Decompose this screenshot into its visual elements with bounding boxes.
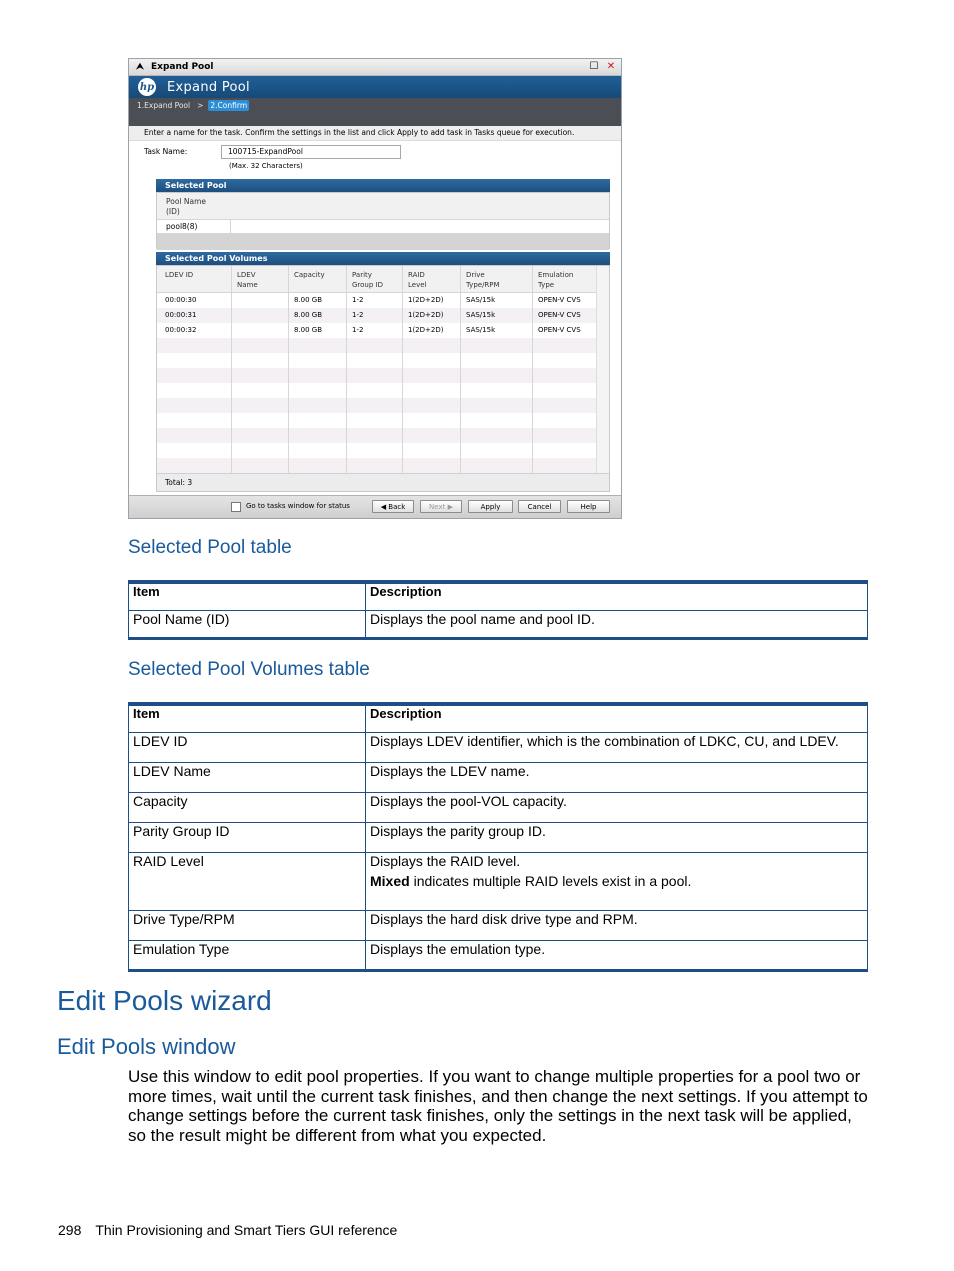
collapse-icon[interactable]: ⮝ <box>136 62 144 72</box>
description-cell <box>366 852 868 910</box>
table-row <box>157 443 609 458</box>
table-row <box>157 353 609 368</box>
table-row[interactable] <box>157 323 609 338</box>
description-cell: Displays LDEV identifier, which is the combination of LDKC, CU, and LDEV. <box>366 732 868 762</box>
volume-cell: 00:00:31 <box>165 311 197 319</box>
mixed-keyword: Mixed <box>370 872 410 889</box>
raid-mixed-note <box>370 873 863 889</box>
description-header: Description <box>366 704 868 732</box>
table-row <box>129 910 868 940</box>
table-row <box>129 610 868 638</box>
help-button[interactable]: Help <box>567 500 610 513</box>
description-header: Description <box>366 582 868 610</box>
volume-cell: 1-2 <box>352 326 364 334</box>
volume-cell: SAS/15k <box>466 326 496 334</box>
apply-button[interactable]: Apply <box>468 500 513 513</box>
selected-pool-volumes-table <box>128 702 868 972</box>
step-separator: > <box>197 101 204 110</box>
volume-cell: 8.00 GB <box>294 296 323 304</box>
description-cell: Displays the emulation type. <box>366 940 868 970</box>
page-number: 298 <box>58 1222 82 1238</box>
window-banner <box>129 76 621 98</box>
description-cell: Displays the pool-VOL capacity. <box>366 792 868 822</box>
description-cell: Displays the LDEV name. <box>366 762 868 792</box>
volumes-header-line: Group ID <box>352 281 383 289</box>
table-row <box>129 940 868 970</box>
volume-cell: 1(2D+2D) <box>408 311 444 319</box>
volumes-header-1[interactable] <box>237 270 258 290</box>
mixed-note-text: indicates multiple RAID levels exist in a pool. <box>409 872 692 889</box>
item-cell: Emulation Type <box>129 940 366 970</box>
window-title: Expand Pool <box>151 62 214 72</box>
volumes-header-2[interactable] <box>294 270 325 280</box>
selected-pool-volumes-heading: Selected Pool Volumes <box>156 252 610 265</box>
volumes-header-line: LDEV <box>237 271 256 279</box>
table-row[interactable] <box>157 308 609 323</box>
volume-cell: OPEN-V CVS <box>538 296 581 304</box>
pool-name-header-line2: (ID) <box>166 207 180 216</box>
task-name-label: Task Name: <box>144 147 188 156</box>
next-button[interactable]: Next ▶ <box>420 500 462 513</box>
volume-cell: 1(2D+2D) <box>408 326 444 334</box>
table-row <box>157 383 609 398</box>
volume-cell: 1(2D+2D) <box>408 296 444 304</box>
volume-cell: 1-2 <box>352 296 364 304</box>
window-footer-bar <box>129 495 621 518</box>
pool-column-header[interactable] <box>157 193 609 220</box>
selected-pool-heading: Selected Pool <box>156 179 610 192</box>
volumes-column-header <box>157 266 609 293</box>
table-row <box>157 368 609 383</box>
table-row <box>157 398 609 413</box>
expand-pool-screenshot <box>128 58 622 519</box>
volumes-header-line: Capacity <box>294 271 325 279</box>
footer-text: Thin Provisioning and Smart Tiers GUI reference <box>95 1222 398 1238</box>
page-footer <box>58 1222 397 1238</box>
item-cell: LDEV Name <box>129 762 366 792</box>
banner-title: Expand Pool <box>167 79 250 95</box>
volume-cell: SAS/15k <box>466 296 496 304</box>
selected-pool-table-heading: Selected Pool table <box>128 537 292 558</box>
go-to-tasks-checkbox[interactable] <box>231 502 241 512</box>
description-cell: Displays the pool name and pool ID. <box>366 610 868 638</box>
back-button[interactable]: ◀ Back <box>372 500 414 513</box>
volumes-header-line: Parity <box>352 271 372 279</box>
table-row <box>129 732 868 762</box>
step-confirm[interactable]: 2.Confirm <box>210 101 248 110</box>
volumes-header-line: RAID <box>408 271 425 279</box>
cancel-button[interactable]: Cancel <box>518 500 561 513</box>
item-cell: Parity Group ID <box>129 822 366 852</box>
column-divider <box>288 266 289 474</box>
item-cell: Capacity <box>129 792 366 822</box>
volume-cell: OPEN-V CVS <box>538 311 581 319</box>
table-row <box>157 458 609 473</box>
volumes-header-0[interactable] <box>165 270 193 280</box>
body-paragraph: Use this window to edit pool properties. If you want to change multiple properties for a pool two or more times, wait until the current task finishes, and then change the next settings. If you attempt to change settings before the current task finishes, only the settings in the next task will be applied, so the result might be different from what you expected. <box>128 1067 868 1145</box>
volumes-header-6[interactable] <box>538 270 573 290</box>
table-row <box>129 792 868 822</box>
task-name-input[interactable]: 100715-ExpandPool <box>221 145 401 159</box>
column-divider <box>532 266 533 474</box>
section-title: Edit Pools wizard <box>57 985 272 1016</box>
volume-cell: 00:00:30 <box>165 296 197 304</box>
column-divider <box>231 266 232 474</box>
volumes-header-line: Emulation <box>538 271 574 279</box>
hp-logo-icon: hp <box>138 78 156 96</box>
task-name-row <box>129 143 621 175</box>
table-row <box>157 413 609 428</box>
selected-pool-table <box>128 580 868 640</box>
step-expand-pool[interactable]: 1.Expand Pool <box>137 101 191 110</box>
volume-cell: 8.00 GB <box>294 326 323 334</box>
item-header: Item <box>129 704 366 732</box>
table-row <box>129 852 868 910</box>
volumes-header-line: Level <box>408 281 427 289</box>
instruction-text: Enter a name for the task. Confirm the settings in the list and click Apply to add task in Tasks queue for execution. <box>129 126 621 141</box>
close-icon[interactable]: ✕ <box>606 61 616 72</box>
volume-cell: 00:00:32 <box>165 326 197 334</box>
volume-cell: 8.00 GB <box>294 311 323 319</box>
table-row[interactable]: pool8(8) <box>157 220 609 234</box>
subsection-title: Edit Pools window <box>57 1034 236 1059</box>
selected-pool-volumes-table-heading: Selected Pool Volumes table <box>128 659 370 680</box>
table-row <box>129 822 868 852</box>
wizard-steps <box>129 98 621 126</box>
table-row[interactable] <box>157 293 609 308</box>
selected-pool-grid <box>156 192 610 249</box>
raid-description: Displays the RAID level. <box>370 852 521 869</box>
volume-cell: SAS/15k <box>466 311 496 319</box>
item-cell: Drive Type/RPM <box>129 910 366 940</box>
task-name-hint: (Max. 32 Characters) <box>229 162 303 170</box>
maximize-icon[interactable]: ☐ <box>589 61 599 72</box>
item-cell: RAID Level <box>129 852 366 910</box>
volumes-header-line: Type <box>538 281 555 289</box>
volumes-header-4[interactable] <box>408 270 426 290</box>
volumes-header-line: Name <box>237 281 258 289</box>
column-divider <box>402 266 403 474</box>
volume-cell: 1-2 <box>352 311 364 319</box>
item-cell: LDEV ID <box>129 732 366 762</box>
selected-pool-volumes-grid <box>156 265 610 492</box>
volume-cell: OPEN-V CVS <box>538 326 581 334</box>
volumes-scrollbar[interactable] <box>596 266 609 474</box>
volumes-header-3[interactable] <box>352 270 383 290</box>
item-header: Item <box>129 582 366 610</box>
volumes-total: Total: 3 <box>157 473 609 491</box>
volumes-header-line: Drive <box>466 271 485 279</box>
table-row <box>129 762 868 792</box>
volumes-header-line: Type/RPM <box>466 281 500 289</box>
column-divider <box>460 266 461 474</box>
pool-name-header-line1: Pool Name <box>166 197 207 206</box>
description-cell: Displays the parity group ID. <box>366 822 868 852</box>
volumes-header-5[interactable] <box>466 270 500 290</box>
volumes-header-line: LDEV ID <box>165 271 194 279</box>
table-row <box>157 338 609 353</box>
window-titlebar <box>129 59 621 76</box>
item-cell: Pool Name (ID) <box>129 610 366 638</box>
column-divider <box>346 266 347 474</box>
go-to-tasks-label: Go to tasks window for status <box>246 502 350 510</box>
table-row <box>157 428 609 443</box>
description-cell: Displays the hard disk drive type and RPM. <box>366 910 868 940</box>
